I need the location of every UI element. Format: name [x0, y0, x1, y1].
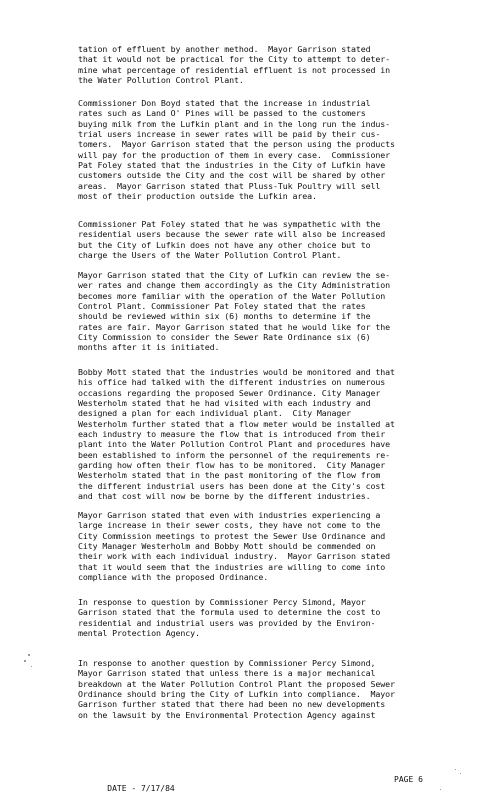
scan-speck	[440, 789, 441, 790]
paragraph-effluent-method: tation of effluent by another method. Mayor Garrison stated that it would not be practical for the City to attempt to deter- mine what percentage of residential effluent is not processed in the Water Pollution Control Plant.	[78, 44, 391, 86]
scan-speck	[31, 666, 32, 667]
scan-speck	[24, 660, 26, 662]
paragraph-industry-compliance: Mayor Garrison stated that even with industries experiencing a large increase in their sewer costs, they have not come to the City Commission meetings to protest the Sewer Use Ordinance and City Manager Westerholm and Bobby Mott should be commended on their work with each individual industry. Mayor Garrison stated that it would seem that the industries are willing to come into compliance with the proposed Ordinance.	[78, 510, 391, 583]
footer-page-number: PAGE 6	[394, 775, 423, 784]
scan-speck	[455, 769, 456, 770]
paragraph-ordinance-compliance: In response to another question by Commissioner Percy Simond, Mayor Garrison stated that unless there is a major mechanical breakdown at the Water Pollution Control Plant the proposed Sewer Ordinance should bring the City of Lufkin into compliance. Mayor Garrison further stated that there had been no new developments on the lawsuit by the Environmental Protection Agency against	[78, 658, 395, 720]
footer-date: DATE - 7/17/84	[107, 784, 175, 793]
page-footer	[88, 775, 488, 811]
scan-speck	[28, 654, 30, 656]
paragraph-rate-review: Mayor Garrison stated that the City of Lufkin can review the se- wer rates and change them accordingly as the City Administration becomes more familiar with the operation of the Water Pollution Control Plant. Commissioner Pat Foley stated that the rates should be reviewed within six (6) months to determine if the rates are fair. Mayor Garrison stated that he would like for the City Commission to consider the Sewer Rate Ordinance six (6) months after it is initiated.	[78, 270, 391, 353]
scan-speck	[460, 773, 461, 774]
paragraph-industry-monitoring: Bobby Mott stated that the industries would be monitored and that his office had talked with the different industries on numerous occasions regarding the proposed Sewer Ordinance. City Manager Westerholm stated that he had visited with each industry and designed a plan for each individual plant. City Manager Westerholm further stated that a flow meter would be installed at each industry to measure the flow that is introduced from their plant into the Water Pollution Control Plant and procedures have been established to inform the personnel of the requirements re- garding how often their flow has to be monitored. City Manager Westerholm stated that in the past monitoring of the flow from the different industrial users has been done at the City's cost and that cost will now be borne by the different industries.	[78, 367, 395, 502]
paragraph-industrial-rates: Commissioner Don Boyd stated that the increase in industrial rates such as Land O' Pines will be passed to the customers buying milk from the Lufkin plant and in the long run the indus- trial users increase in sewer rates will be paid by their cus- tomers. Mayor Garrison stated that the person using the products will pay for the production of them in every case. Commissioner Pat Foley stated that the industries in the City of Lufkin have customers outside the City and the cost will be shared by other areas. Mayor Garrison stated that Pluss-Tuk Poultry will sell most of their production outside the Lufkin area.	[78, 98, 395, 202]
paragraph-epa-formula: In response to question by Commissioner Percy Simond, Mayor Garrison stated that the formula used to determine the cost to residential and industrial users was provided by the Environ- mental Protection Agency.	[78, 597, 381, 639]
paragraph-residential-users: Commissioner Pat Foley stated that he was sympathetic with the residential users because the sewer rate will also be increased but the City of Lufkin does not have any other choice but to charge the Users of the Water Pollution Control Plant.	[78, 219, 386, 261]
